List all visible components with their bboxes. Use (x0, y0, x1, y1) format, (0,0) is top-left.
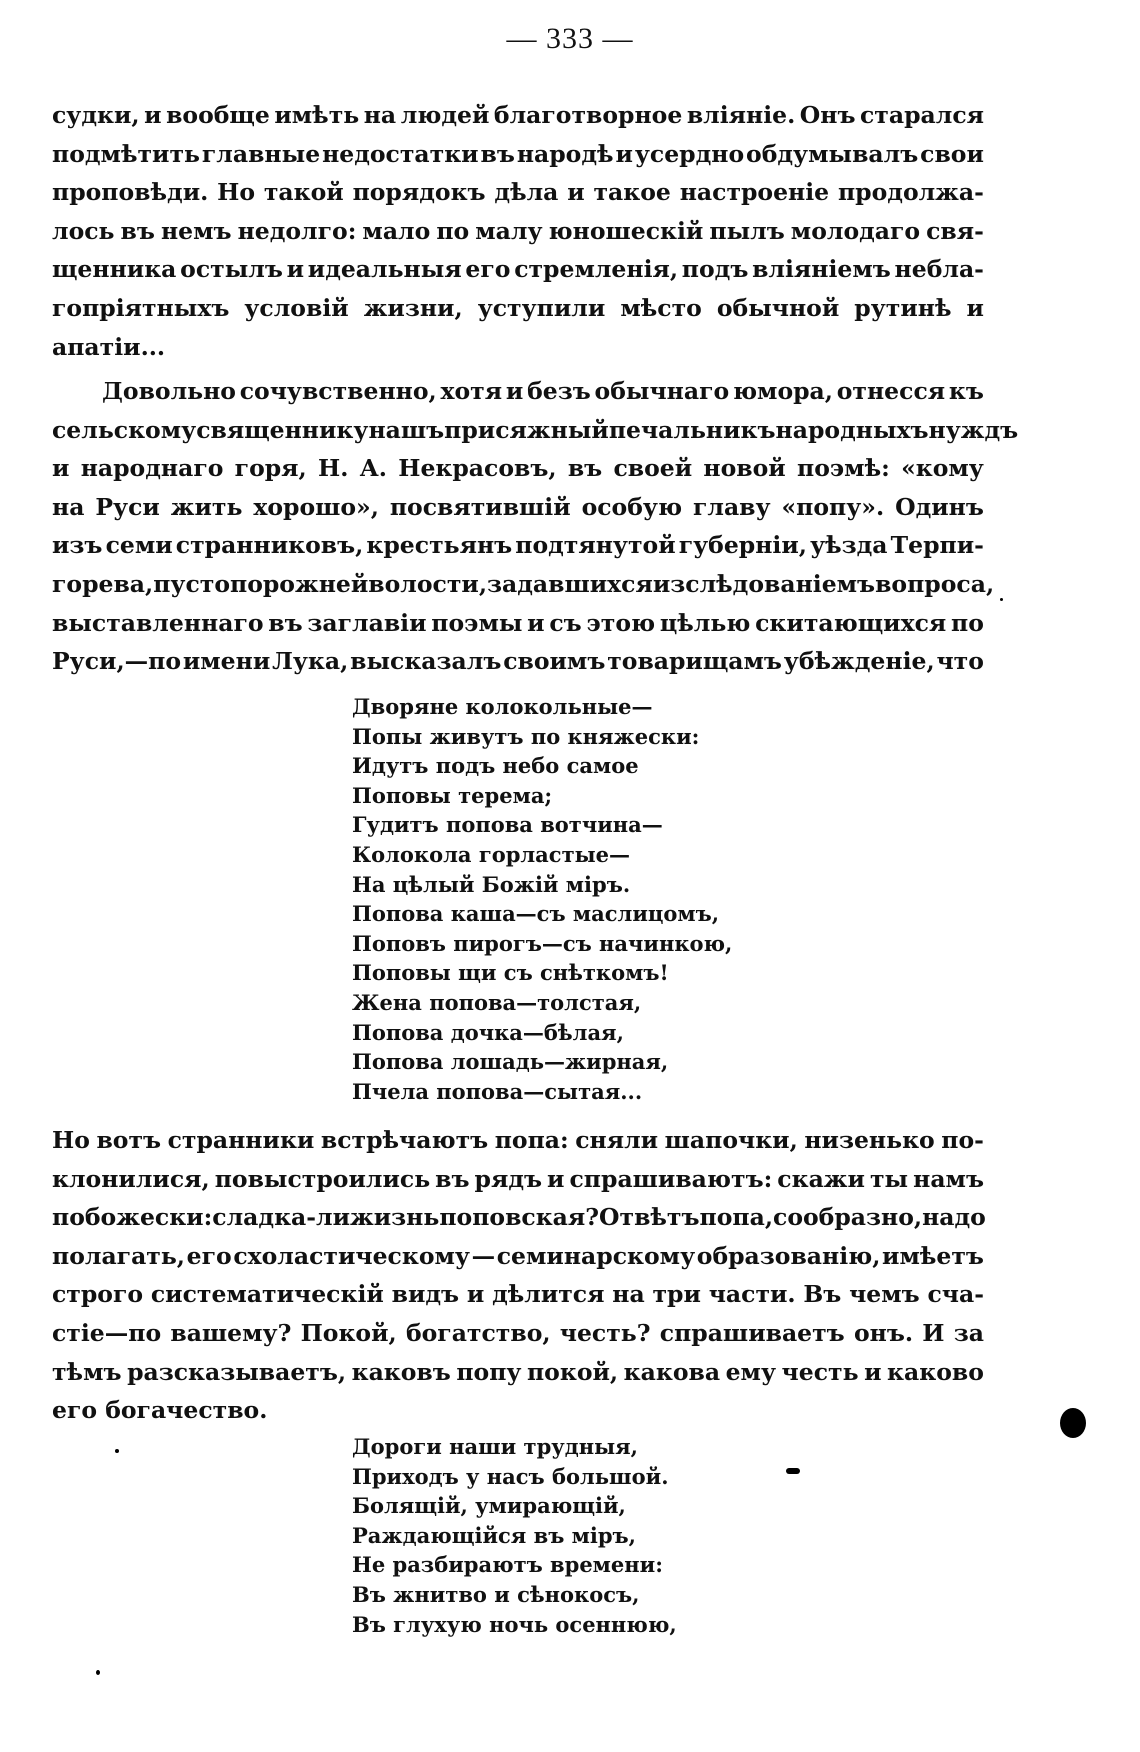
word: шапочки, (664, 1126, 798, 1154)
text-line: его богачество. (52, 1396, 268, 1425)
word: Онъ (799, 101, 856, 129)
text-line (52, 372, 984, 411)
verse-line: Поповы щи съ снѣткомъ! (352, 960, 669, 986)
word: юмора, (732, 377, 833, 405)
word: священнику (196, 415, 369, 444)
word: особую (581, 492, 683, 521)
word: главу (692, 492, 771, 521)
verse-1 (352, 692, 732, 1106)
word: странниковъ, (175, 531, 364, 560)
word: этою (586, 608, 656, 637)
word: тѣмъ (52, 1357, 122, 1386)
text-line (52, 565, 995, 604)
word: попа, (699, 1203, 774, 1232)
word: клонилися, (52, 1164, 210, 1193)
verse-line: Идутъ подъ небо самое (352, 753, 639, 779)
word: присяжный (444, 415, 609, 444)
word: честь? (559, 1318, 651, 1347)
word: имѣть (274, 101, 360, 129)
word: поэмѣ: (797, 454, 890, 483)
paragraph-2 (52, 372, 1019, 681)
word: три (652, 1280, 701, 1309)
word: посвятившій (389, 492, 571, 521)
word: недолго: (237, 216, 357, 245)
word: съ (549, 608, 582, 637)
word: свои (920, 139, 984, 168)
word: полагать, (52, 1241, 185, 1270)
word: чемъ (849, 1280, 920, 1309)
word: стіе—по (52, 1318, 162, 1347)
word: схоластическому (233, 1241, 470, 1270)
word: Покой, (300, 1318, 397, 1347)
text-line (52, 411, 1019, 450)
word: старался (860, 101, 984, 129)
word: продолжа- (837, 178, 984, 207)
word: встрѣчаютъ (320, 1126, 489, 1154)
word: главные (201, 139, 321, 168)
word: намъ (913, 1164, 984, 1193)
verse-line: Въ жнитво и сѣнокосъ, (352, 1581, 640, 1607)
word: подъ (681, 255, 749, 284)
word: въ (120, 216, 155, 245)
text-line (52, 526, 984, 565)
word: такой (263, 178, 344, 207)
text-line (52, 488, 984, 527)
ink-speck-mark (115, 1449, 119, 1453)
text-line (52, 1160, 984, 1199)
word: народныхъ (775, 415, 929, 444)
verse-line: Гудитъ попова вотчина— (352, 812, 663, 838)
word: Руси,—по (52, 647, 182, 676)
word: нуждъ (928, 415, 1019, 444)
word: выставленнаго (52, 608, 264, 637)
word: жизни, (363, 293, 463, 322)
word: на (363, 101, 397, 129)
word: имѣетъ (882, 1241, 984, 1270)
word: ему (725, 1357, 777, 1386)
word: вліяніемъ (752, 255, 891, 284)
word: и (567, 178, 585, 207)
word: сочувственно, (239, 377, 437, 405)
word: жить (170, 492, 243, 521)
word: сча- (927, 1280, 984, 1309)
text-line (52, 135, 984, 174)
word: народнаго (80, 454, 224, 483)
verse-2 (352, 1432, 677, 1639)
word: къ (948, 377, 984, 405)
word: благотворное (493, 101, 683, 129)
word: — (471, 1241, 496, 1270)
word: ты (869, 1164, 909, 1193)
ink-speck-mark (96, 1670, 100, 1675)
word: народѣ (516, 139, 614, 168)
word: сняли (575, 1126, 659, 1154)
word: обычнаго (594, 377, 730, 405)
word: Н. (318, 454, 349, 483)
word: и (144, 101, 162, 129)
word: побожески: (52, 1203, 213, 1232)
word: честь (781, 1357, 859, 1386)
word: его (186, 1241, 232, 1270)
verse-line: Дороги наши трудныя, (352, 1434, 638, 1459)
word: и (52, 454, 70, 483)
word: и (864, 1357, 882, 1386)
word: надо (922, 1203, 986, 1232)
verse-line: Поповъ пирогъ—съ начинкою, (352, 930, 733, 956)
word: по (436, 216, 470, 245)
word: изслѣдованіемъ (652, 569, 876, 598)
word: семинарскому (496, 1241, 696, 1270)
word: и (527, 608, 545, 637)
word: изъ (52, 531, 103, 560)
word: рядъ (474, 1164, 543, 1193)
word: каковъ (351, 1357, 451, 1386)
word: вообще (166, 101, 270, 129)
text-line (52, 1314, 984, 1353)
word: дѣлится (492, 1280, 605, 1309)
word: строго (52, 1280, 144, 1309)
word: вашему? (170, 1318, 292, 1347)
paragraph-1 (52, 96, 984, 366)
word: Терпи- (890, 531, 984, 560)
word: скитающихся (755, 608, 947, 637)
text-line (52, 1237, 984, 1276)
word: пылъ (709, 216, 785, 245)
word: систематическій (150, 1280, 384, 1309)
word: его (465, 255, 511, 284)
word: семи (105, 531, 173, 560)
word: отнесся (836, 377, 946, 405)
word: высказалъ (350, 647, 502, 676)
word: за (953, 1318, 984, 1347)
word: на (52, 492, 85, 521)
ink-speck-mark (786, 1468, 800, 1474)
word: проповѣди. (52, 178, 209, 207)
word: горя, (234, 454, 307, 483)
word: гопріятныхъ (52, 293, 230, 322)
word: своимъ (503, 647, 606, 676)
text-line (52, 1198, 984, 1237)
word: уступили (477, 293, 606, 322)
word: «кому (901, 454, 984, 483)
text-line (52, 1275, 984, 1314)
word: имени (182, 647, 271, 676)
verse-line: На цѣлый Божій міръ. (352, 871, 631, 897)
word: идеальныя (307, 255, 462, 284)
word: Руси (95, 492, 160, 521)
word: въ (435, 1164, 470, 1193)
word: заглавіи (307, 608, 427, 637)
word: мало (362, 216, 431, 245)
word: Довольно (102, 377, 236, 405)
word: вліяніе. (686, 101, 796, 129)
word: жизнь (350, 1203, 440, 1232)
word: сладка-ли (212, 1203, 351, 1232)
ink-blot-mark (1060, 1408, 1086, 1438)
word: пустопорожней (153, 569, 369, 598)
word: крестьянъ (366, 531, 513, 560)
word: разсказываетъ, (127, 1357, 347, 1386)
word: А. (359, 454, 387, 483)
word: въ (268, 608, 303, 637)
word: странники (167, 1126, 315, 1154)
word: и (966, 293, 984, 322)
word: горева, (52, 569, 154, 598)
verse-line: Не разбираютъ времени: (352, 1552, 663, 1578)
word: подмѣтить (52, 139, 200, 168)
word: поповская? (439, 1203, 600, 1232)
word: на (612, 1280, 645, 1309)
word: Но (217, 178, 256, 207)
text-line (52, 289, 984, 328)
word: вопроса, (875, 569, 995, 598)
word: покой, (526, 1357, 619, 1386)
word: Лука, (272, 647, 349, 676)
word: товарищамъ (607, 647, 782, 676)
word: Но (52, 1126, 90, 1154)
word: въ (567, 454, 603, 483)
word: Отвѣтъ (599, 1203, 700, 1232)
paragraph-3 (52, 1121, 984, 1430)
text-line (52, 173, 984, 212)
word: и (466, 1280, 485, 1309)
word: немъ (160, 216, 232, 245)
word: сообразно, (773, 1203, 923, 1232)
word: задавшихся (487, 569, 653, 598)
text-line (52, 96, 984, 135)
word: условій (244, 293, 349, 322)
word: рутинѣ (854, 293, 952, 322)
word: видъ (391, 1280, 460, 1309)
word: судки, (52, 101, 140, 129)
word: усердно (634, 139, 745, 168)
word: богатство, (405, 1318, 551, 1347)
word: подтянутой (515, 531, 676, 560)
verse-line: Попы живутъ по княжески: (352, 723, 700, 749)
verse-line: Дворяне колокольные— (352, 694, 653, 719)
word: Некрасовъ, (398, 454, 557, 483)
text-line (52, 1121, 984, 1160)
text-line (52, 449, 984, 488)
word: цѣлью (659, 608, 751, 637)
word: повыстроились (214, 1164, 431, 1193)
text-line (52, 250, 984, 289)
word: лось (52, 216, 115, 245)
word: небла- (894, 255, 984, 284)
word: скажи (777, 1164, 865, 1193)
verse-line: Болящій, умирающій, (352, 1493, 626, 1519)
word: хотя (440, 377, 503, 405)
text-line (52, 642, 984, 681)
word: своей (613, 454, 693, 483)
verse-line: Поповы терема; (352, 782, 553, 808)
word: поэмы (431, 608, 523, 637)
word: губерніи, (678, 531, 807, 560)
text-line: апатіи... (52, 332, 166, 361)
word: и (615, 139, 633, 168)
word: спрашиваютъ: (569, 1164, 773, 1193)
verse-line: Попова лошадь—жирная, (352, 1049, 669, 1075)
word: стремленія, (514, 255, 679, 284)
word: молодаго (790, 216, 921, 245)
word: каково (887, 1357, 984, 1386)
word: части. (708, 1280, 796, 1309)
word: сельскому (52, 415, 197, 444)
ink-speck-mark (1000, 598, 1003, 601)
word: и (547, 1164, 565, 1193)
word: что (936, 647, 984, 676)
word: хорошо», (253, 492, 379, 521)
word: и (286, 255, 305, 284)
word: по (951, 608, 984, 637)
text-line (52, 604, 984, 643)
word: уѣзда (810, 531, 888, 560)
word: Одинъ (895, 492, 984, 521)
word: попу (456, 1357, 522, 1386)
word: убѣжденіе, (783, 647, 935, 676)
word: дѣла (494, 178, 559, 207)
word: мѣсто (620, 293, 702, 322)
word: свя- (926, 216, 984, 245)
word: недостатки (322, 139, 479, 168)
word: безъ (527, 377, 591, 405)
word: и (505, 377, 524, 405)
word: И (922, 1318, 945, 1347)
page-number: — 333 — (506, 22, 634, 55)
word: остылъ (180, 255, 283, 284)
word: порядокъ (352, 178, 486, 207)
verse-line: Попова дочка—бѣлая, (352, 1019, 624, 1045)
verse-line: Раждающійся въ міръ, (352, 1522, 636, 1548)
verse-line: Жена попова—толстая, (352, 989, 642, 1015)
word: обычной (716, 293, 840, 322)
word: какова (623, 1357, 721, 1386)
word: нашъ (368, 415, 445, 444)
word: новой (703, 454, 786, 483)
text-line (52, 1353, 984, 1392)
word: юношескій (548, 216, 704, 245)
verse-line: Пчела попова—сытая... (352, 1078, 643, 1104)
word: такое (593, 178, 671, 207)
word: «попу». (781, 492, 885, 521)
word: онъ. (853, 1318, 914, 1347)
text-line (52, 212, 984, 251)
word: щенника (52, 255, 177, 284)
verse-line: Приходъ у насъ большой. (352, 1463, 669, 1489)
word: низенько (804, 1126, 935, 1154)
verse-line: Въ глухую ночь осеннюю, (352, 1611, 677, 1637)
word: въ (480, 139, 515, 168)
word: печальникъ (608, 415, 776, 444)
verse-line: Колокола горластые— (352, 841, 631, 867)
word: волости, (368, 569, 488, 598)
word: Въ (803, 1280, 842, 1309)
word: обдумывалъ (746, 139, 919, 168)
word: малу (475, 216, 543, 245)
word: попа: (494, 1126, 569, 1154)
word: по- (941, 1126, 984, 1154)
word: образованію, (696, 1241, 881, 1270)
word: спрашиваетъ (659, 1318, 845, 1347)
word: настроеніе (679, 178, 830, 207)
verse-line: Попова каша—съ маслицомъ, (352, 901, 720, 927)
word: вотъ (96, 1126, 162, 1154)
word: людей (400, 101, 490, 129)
